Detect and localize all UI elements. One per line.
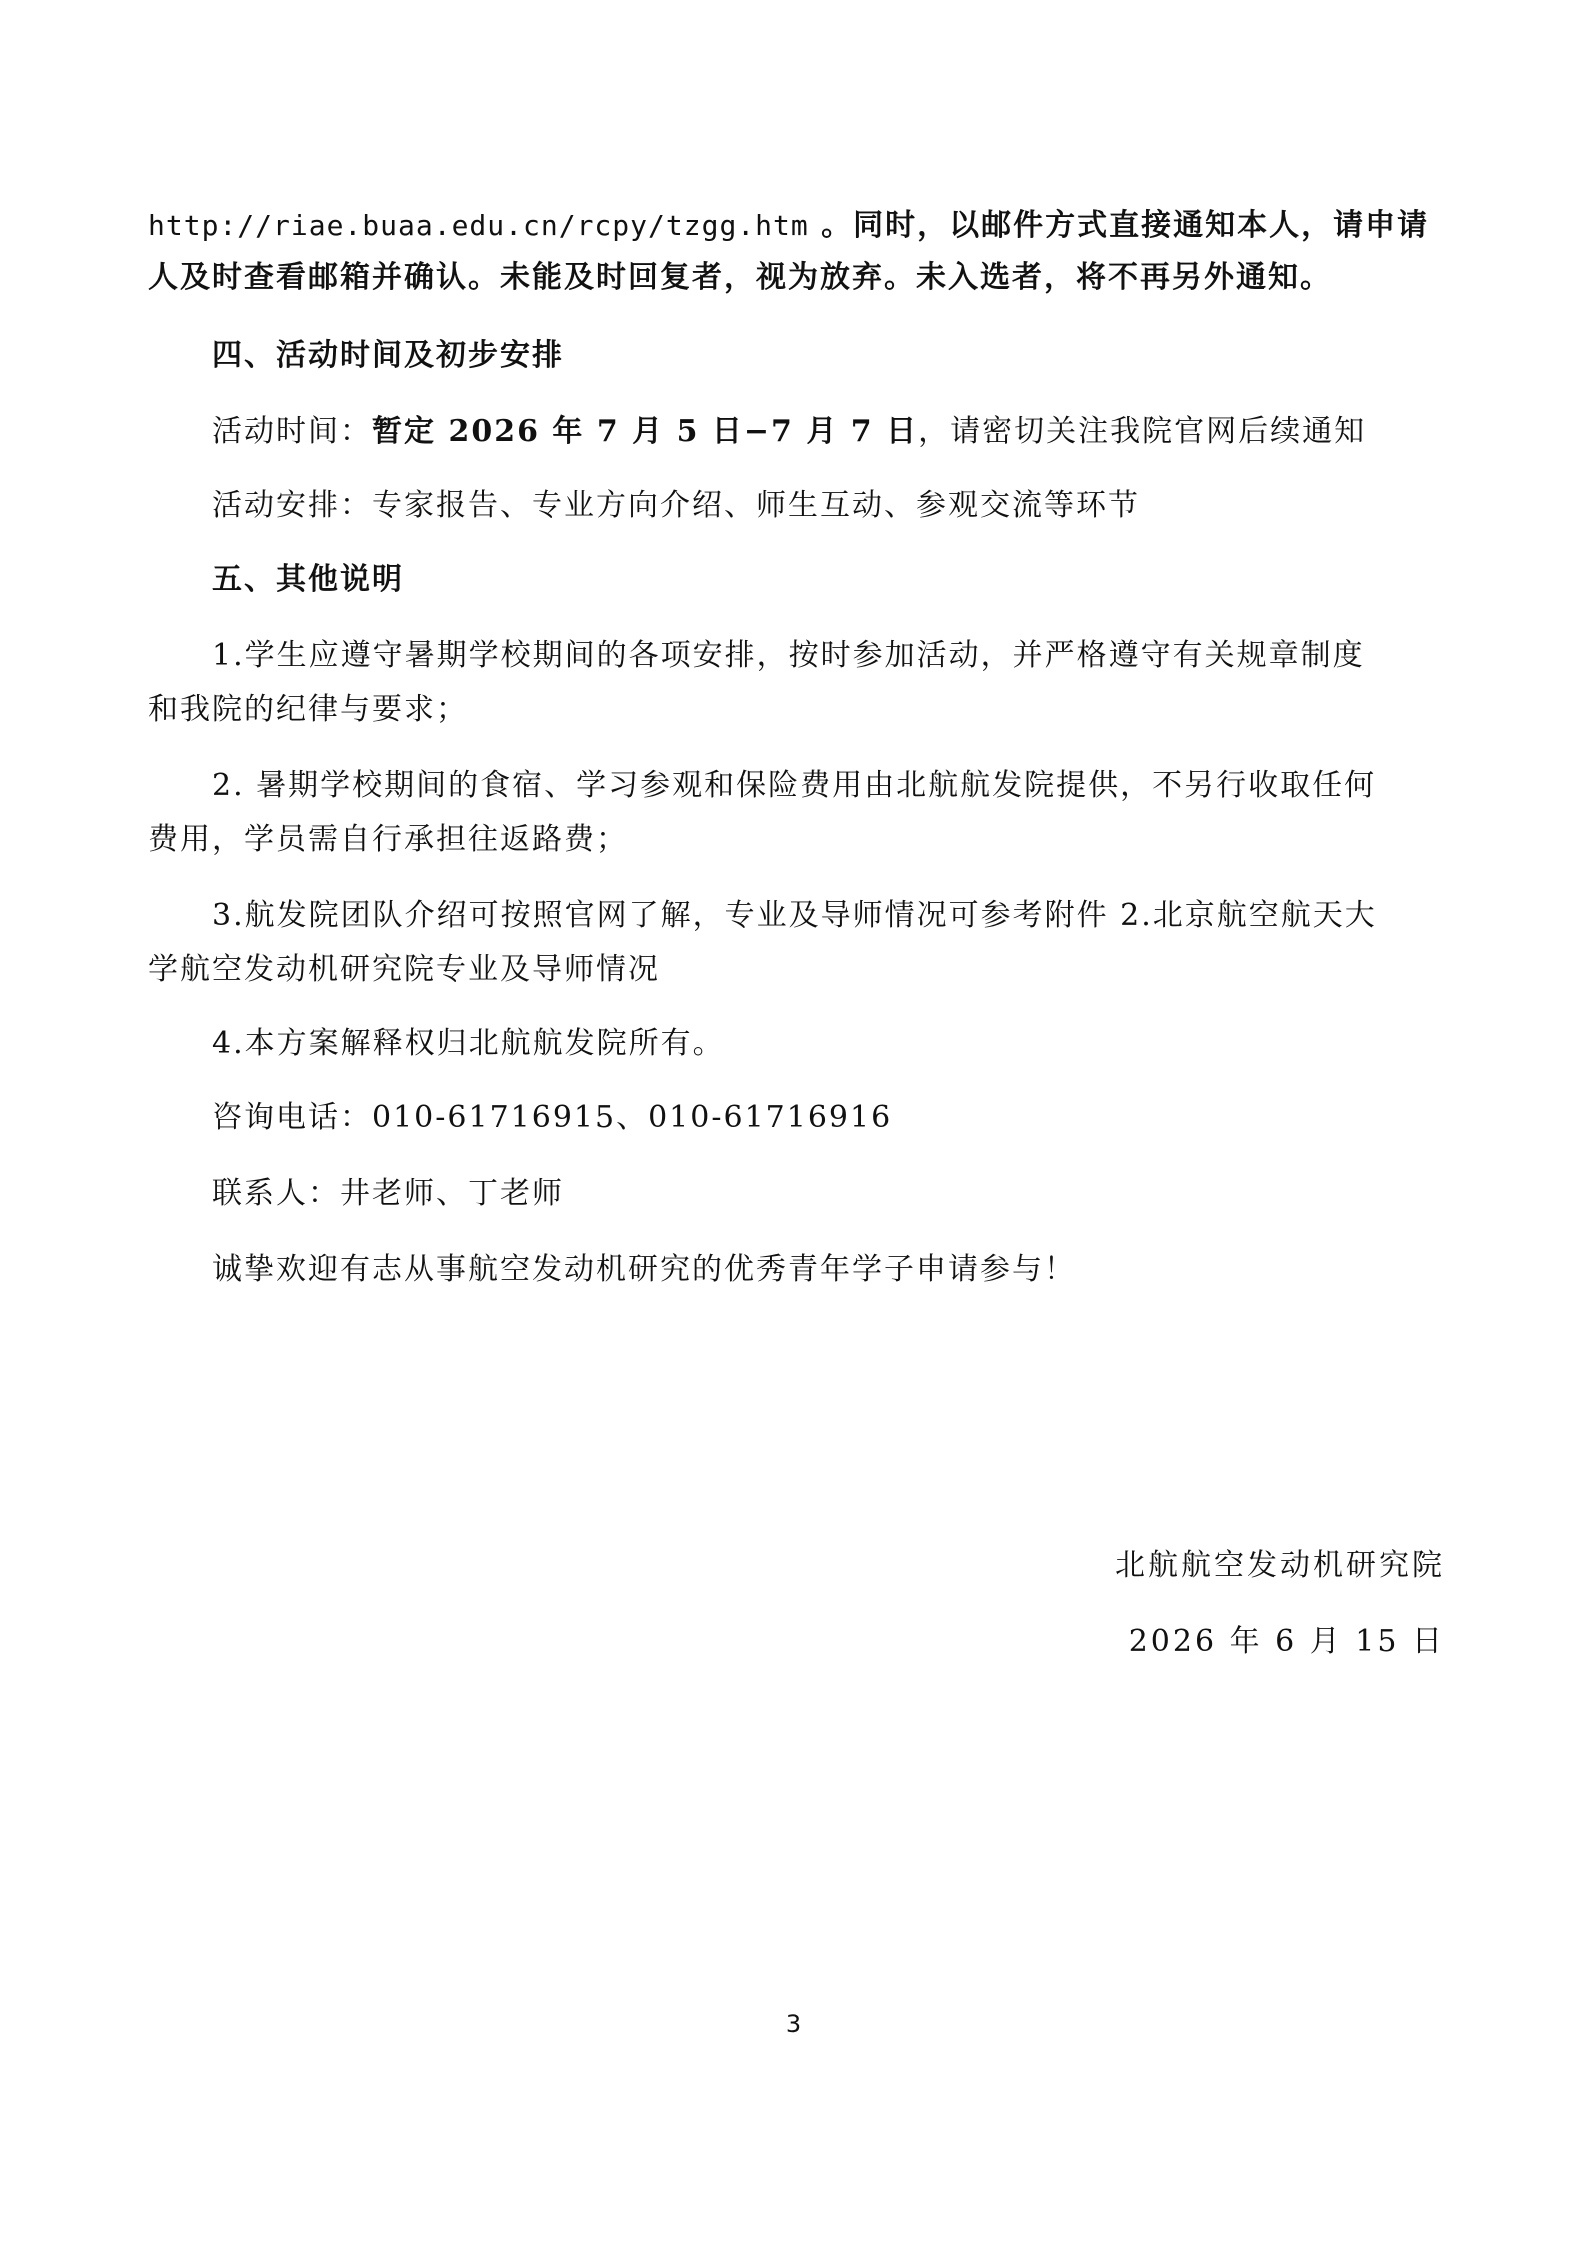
consult-phone: 咨询电话：010-61716915、010-61716916 xyxy=(212,1100,893,1135)
item3-line-2: 学航空发动机研究院专业及导师情况 xyxy=(148,952,660,987)
notice-url[interactable]: http://riae.buaa.edu.cn/rcpy/tzgg.htm xyxy=(148,209,809,242)
item3-line-1: 3.航发院团队介绍可按照官网了解，专业及导师情况可参考附件 2.北京航空航天大 xyxy=(212,898,1377,933)
contact-person: 联系人：井老师、丁老师 xyxy=(212,1176,564,1211)
intro-text-1: 。同时，以邮件方式直接通知本人，请申请 xyxy=(808,208,1430,243)
item2-line-2: 费用，学员需自行承担往返路费； xyxy=(148,822,628,857)
activity-time-label: 活动时间： xyxy=(212,414,372,449)
intro-line-1 xyxy=(148,206,1448,246)
section5-heading: 五、其他说明 xyxy=(212,562,404,597)
item1-line-2: 和我院的纪律与要求； xyxy=(148,692,468,727)
signature-date: 2026 年 6 月 15 日 xyxy=(1128,1624,1445,1659)
activity-time-value: 暂定 2026 年 7 月 5 日−7 月 7 日 xyxy=(372,414,919,449)
intro-line-2: 人及时查看邮箱并确认。未能及时回复者，视为放弃。未入选者，将不再另外通知。 xyxy=(148,260,1332,295)
page-number: 3 xyxy=(785,2010,802,2038)
item1-line-1: 1.学生应遵守暑期学校期间的各项安排，按时参加活动，并严格遵守有关规章制度 xyxy=(212,638,1365,673)
activity-time-note: ，请密切关注我院官网后续通知 xyxy=(918,414,1367,449)
item2-line-1: 2. 暑期学校期间的食宿、学习参观和保险费用由北航航发院提供，不另行收取任何 xyxy=(212,768,1377,803)
section4-heading: 四、活动时间及初步安排 xyxy=(212,338,564,373)
activity-time xyxy=(212,412,1512,452)
welcome-text: 诚挚欢迎有志从事航空发动机研究的优秀青年学子申请参与！ xyxy=(212,1252,1076,1287)
signature-org: 北航航空发动机研究院 xyxy=(1115,1548,1445,1583)
activity-arrangement: 活动安排：专家报告、专业方向介绍、师生互动、参观交流等环节 xyxy=(212,488,1140,523)
item4: 4.本方案解释权归北航航发院所有。 xyxy=(212,1026,725,1061)
